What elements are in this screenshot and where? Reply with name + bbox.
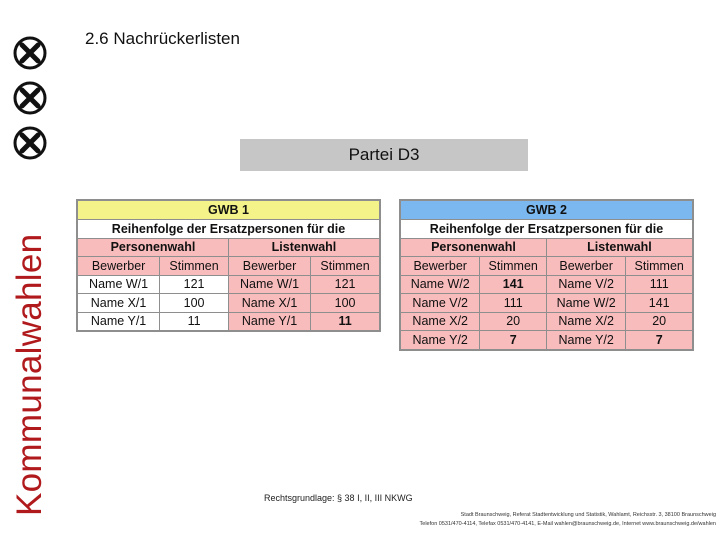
table-subheader: Reihenfolge der Ersatzpersonen für die	[78, 220, 379, 238]
table-cell: Name Y/1	[78, 313, 159, 331]
table-cell: 11	[160, 313, 228, 331]
table-cell: 100	[160, 294, 228, 312]
table-cell: 121	[311, 276, 379, 294]
column-header: Bewerber	[547, 257, 625, 275]
table-cell: Name X/2	[547, 313, 625, 331]
table-cell: Name Y/2	[547, 331, 625, 349]
sidebar-branding	[0, 0, 62, 540]
table-cell: 141	[480, 276, 546, 294]
table-cell: 141	[626, 294, 692, 312]
legal-basis: Rechtsgrundlage: § 38 I, II, III NKWG	[264, 493, 413, 503]
table-cell: Name X/1	[78, 294, 159, 312]
table-cell: Name Y/1	[229, 313, 310, 331]
column-header: Bewerber	[78, 257, 159, 275]
table-header: GWB 1	[78, 201, 379, 219]
table-cell: Name W/1	[78, 276, 159, 294]
table-cell: 100	[311, 294, 379, 312]
column-header: Stimmen	[480, 257, 546, 275]
table-cell: Name W/2	[401, 276, 479, 294]
group-header-listenwahl: Listenwahl	[547, 239, 692, 257]
table-row	[401, 313, 692, 331]
gwb-table-2	[399, 199, 694, 351]
column-header: Bewerber	[401, 257, 479, 275]
table-row	[78, 276, 379, 294]
table-cell: 7	[626, 331, 692, 349]
table-cell: Name V/2	[547, 276, 625, 294]
gwb-table-1	[76, 199, 381, 332]
table-row	[401, 294, 692, 312]
footer-contact: Telefon 0531/470-4114, Telefax 0531/470-4141, E-Mail wahlen@braunschweig.de, Internet www.braunschweig.de/wahlen	[419, 521, 716, 527]
table-row	[401, 276, 692, 294]
table-cell: Name V/2	[401, 294, 479, 312]
page-title: 2.6 Nachrückerlisten	[85, 29, 240, 48]
table-cell: 11	[311, 313, 379, 331]
table-cell: Name Y/2	[401, 331, 479, 349]
table-row	[401, 331, 692, 349]
column-header: Bewerber	[229, 257, 310, 275]
table-cell: 20	[626, 313, 692, 331]
table-cell: 121	[160, 276, 228, 294]
footer	[290, 511, 716, 529]
table-cell: 111	[480, 294, 546, 312]
column-header: Stimmen	[311, 257, 379, 275]
brand-vertical-text: Kommunalwahlen	[10, 233, 49, 516]
footer-address: Stadt Braunschweig, Referat Stadtentwicklung und Statistik, Wahlamt, Reichsstr. 3, 38100 Braunschweig	[460, 512, 716, 518]
group-header-listenwahl: Listenwahl	[229, 239, 379, 257]
table-row	[78, 294, 379, 312]
group-header-personenwahl: Personenwahl	[78, 239, 228, 257]
table-subheader: Reihenfolge der Ersatzpersonen für die	[401, 220, 692, 238]
column-header: Stimmen	[160, 257, 228, 275]
table-cell: Name W/2	[547, 294, 625, 312]
table-header: GWB 2	[401, 201, 692, 219]
table-cell: Name X/1	[229, 294, 310, 312]
column-header: Stimmen	[626, 257, 692, 275]
table-cell: Name W/1	[229, 276, 310, 294]
group-header-personenwahl: Personenwahl	[401, 239, 546, 257]
table-cell: 111	[626, 276, 692, 294]
table-cell: 7	[480, 331, 546, 349]
table-cell: Name X/2	[401, 313, 479, 331]
table-row	[78, 313, 379, 331]
table-cell: 20	[480, 313, 546, 331]
party-label: Partei D3	[240, 139, 528, 171]
